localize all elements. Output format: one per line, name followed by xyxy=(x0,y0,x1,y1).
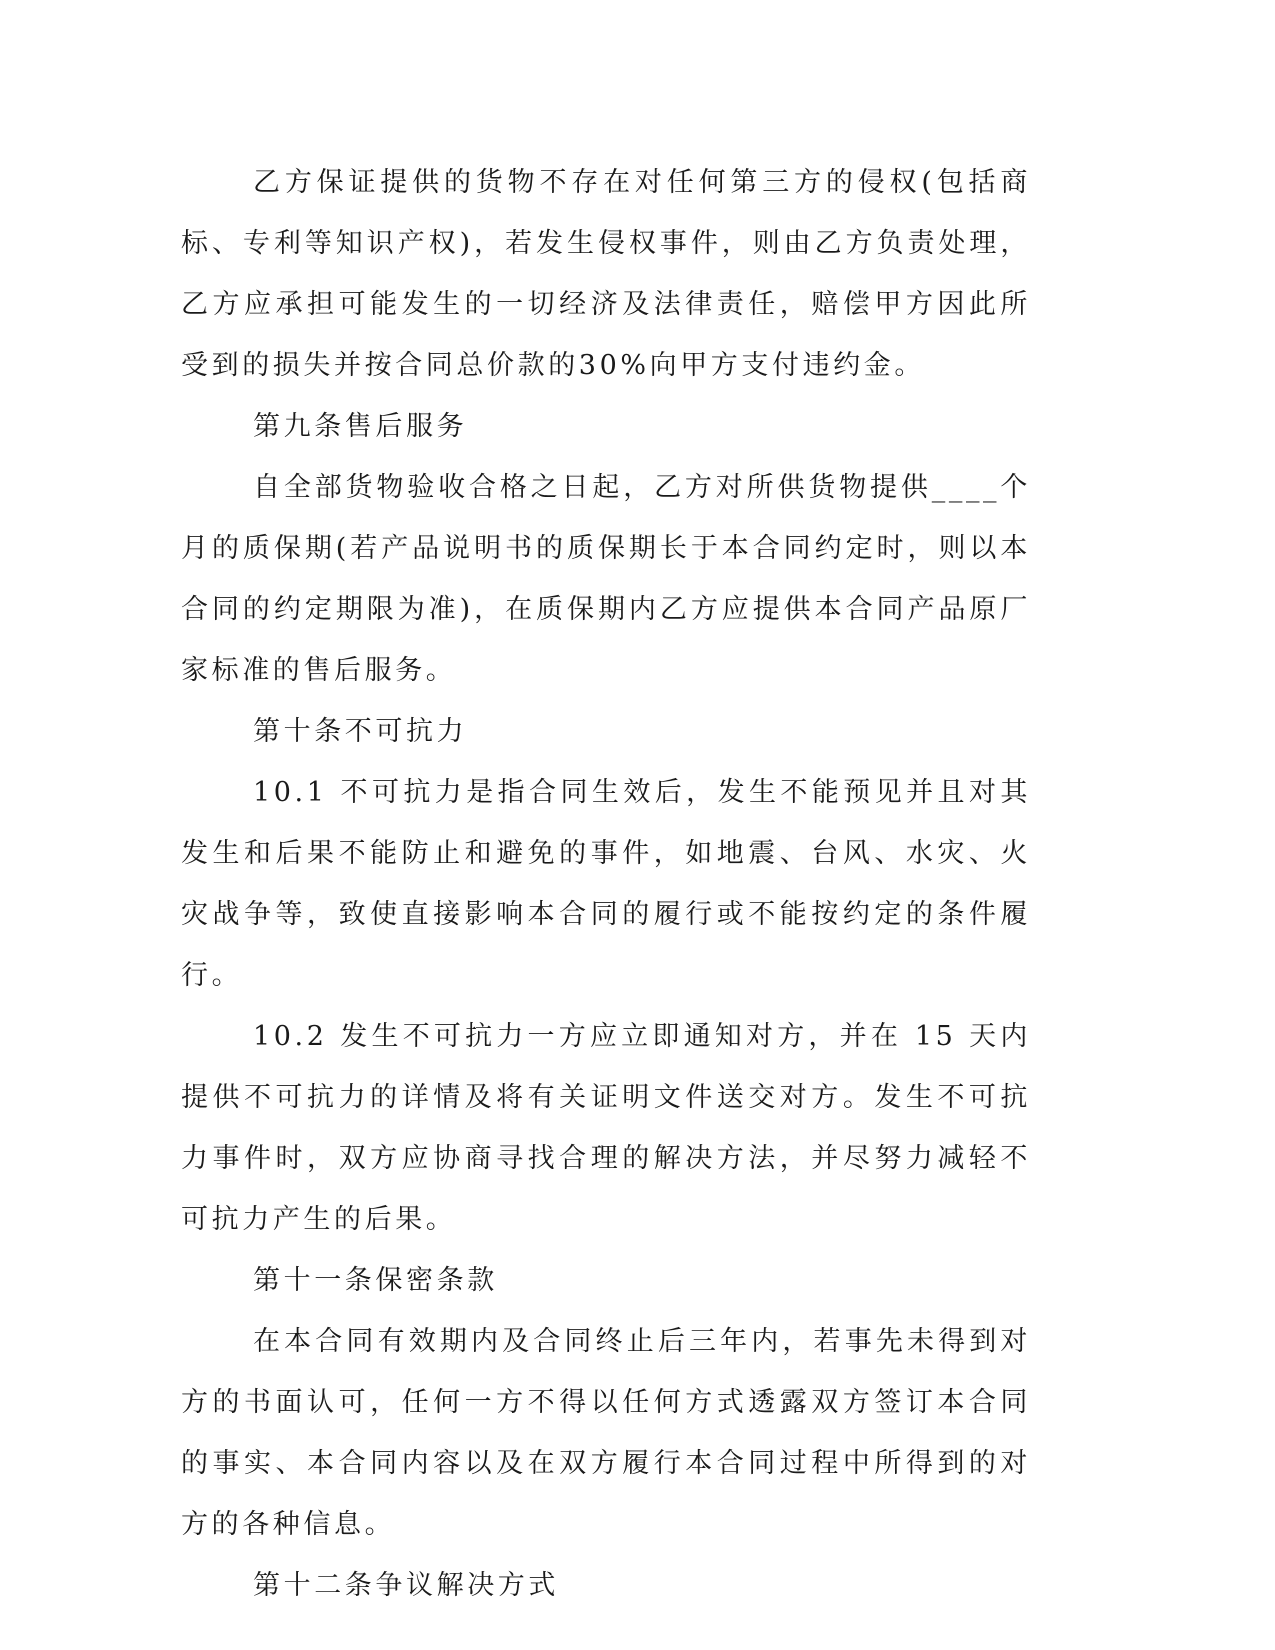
heading-article-11-confidentiality: 第十一条保密条款 xyxy=(253,1265,498,1296)
heading-article-10-force-majeure: 第十条不可抗力 xyxy=(253,716,468,747)
heading-article-12-dispute-resolution: 第十二条争议解决方式 xyxy=(253,1570,559,1601)
paragraph-infringement-liability: 乙方保证提供的货物不存在对任何第三方的侵权(包括商标、专利等知识产权)，若发生侵权事件，则由乙方负责处理，乙方应承担可能发生的一切经济及法律责任，赔偿甲方因此所受到的损失并按合同总价款的30%向甲方支付违约金。 xyxy=(181,167,1031,381)
paragraph-10-2-notification: 10.2 发生不可抗力一方应立即通知对方，并在 15 天内提供不可抗力的详情及将有关证明文件送交对方。发生不可抗力事件时，双方应协商寻找合理的解决方法，并尽努力减轻不可抗力产生的后果。 xyxy=(181,1021,1031,1235)
heading-article-9-after-sales: 第九条售后服务 xyxy=(253,411,468,442)
paragraph-confidentiality-terms: 在本合同有效期内及合同终止后三年内，若事先未得到对方的书面认可，任何一方不得以任何方式透露双方签订本合同的事实、本合同内容以及在双方履行本合同过程中所得到的对方的各种信息。 xyxy=(181,1326,1031,1540)
paragraph-10-1-definition: 10.1 不可抗力是指合同生效后，发生不能预见并且对其发生和后果不能防止和避免的事件，如地震、台风、水灾、火灾战争等，致使直接影响本合同的履行或不能按约定的条件履行。 xyxy=(181,777,1031,991)
paragraph-warranty-period: 自全部货物验收合格之日起，乙方对所供货物提供____个月的质保期(若产品说明书的质保期长于本合同约定时，则以本合同的约定期限为准)，在质保期内乙方应提供本合同产品原厂家标准的售后服务。 xyxy=(181,472,1031,686)
document-page xyxy=(181,152,1031,1616)
